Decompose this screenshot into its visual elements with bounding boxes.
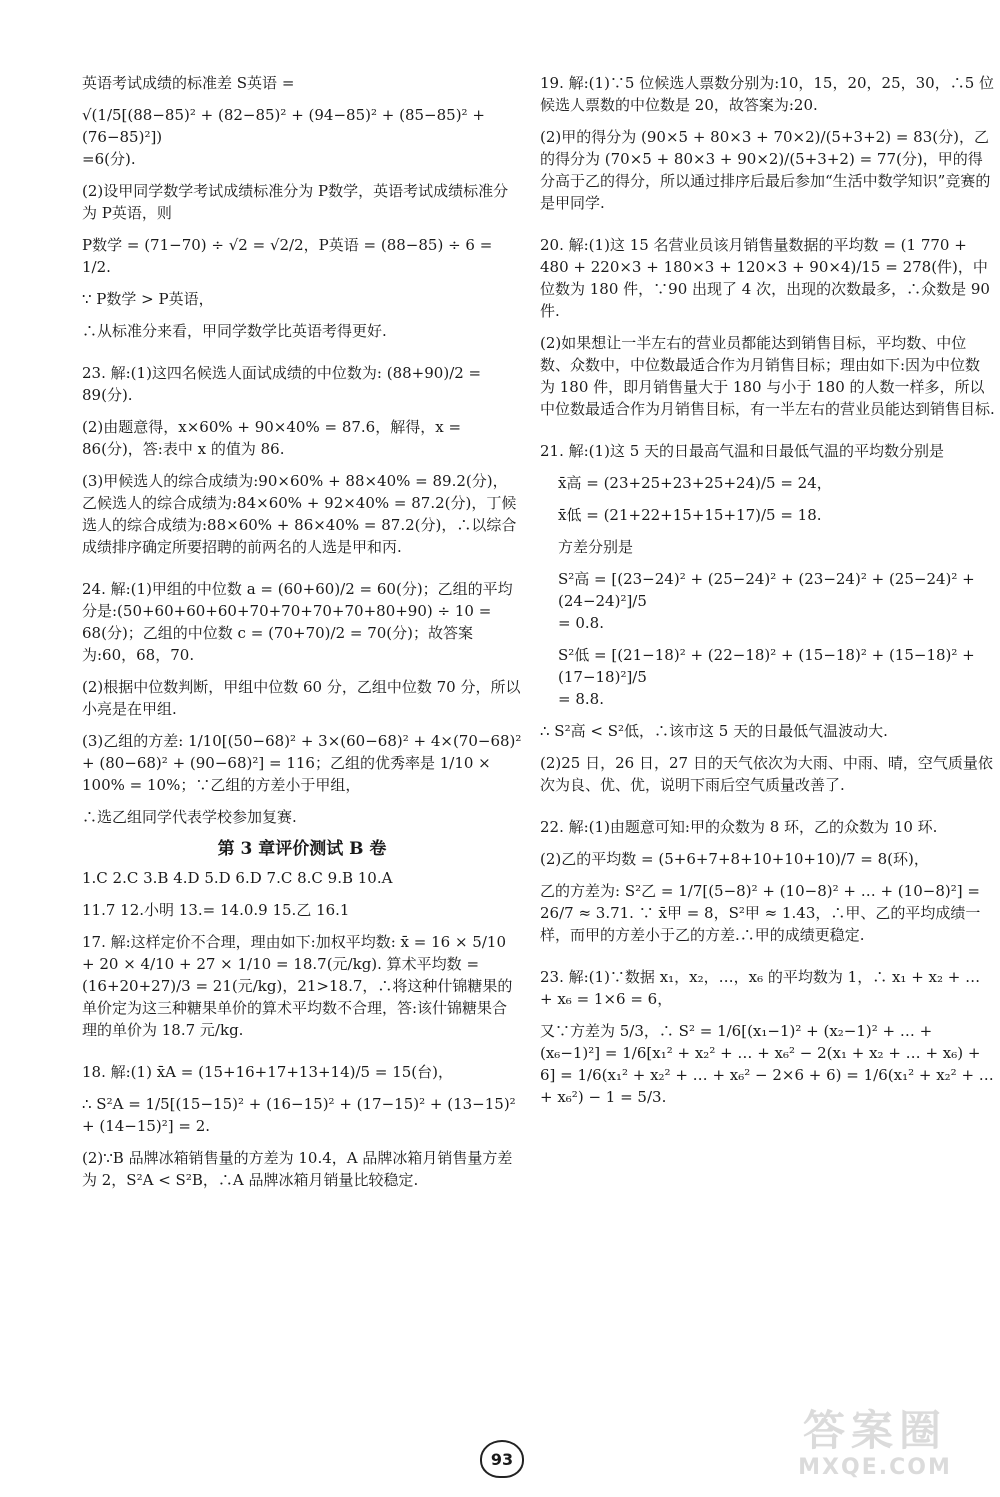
text-line: = 0.8. xyxy=(558,614,604,632)
answer-20: 20. 解:(1)这 15 名营业员该月销售量数据的平均数 = (1 770 + 480 + 220×3 + 180×3 + 120×3 + 90×4)/15 = 278(件)，中位数为 180 件，∵90 出现了 4 次，出现的次数最多，∴众数是 90 件. xyxy=(540,236,990,320)
text-line: ∴从标准分来看，甲同学数学比英语考得更好. xyxy=(82,322,387,340)
answer-23-b: 23. 解:(1)∵数据 x₁，x₂，…，x₆ 的平均数为 1，∴ x₁ + x₂ + … + x₆ = 1×6 = 6， xyxy=(540,968,981,1008)
answer-19: 19. 解:(1)∵5 位候选人票数分别为:10，15，20，25，30，∴5 位候选人票数的中位数是 20，故答案为:20. xyxy=(540,74,995,114)
answer-22: 22. 解:(1)由题意可知:甲的众数为 8 环，乙的众数为 10 环. xyxy=(540,818,938,836)
text-line: 英语考试成绩的标准差 S英语 = xyxy=(82,74,295,92)
text-line: ∴选乙组同学代表学校参加复赛. xyxy=(82,808,297,826)
formula-line: x̄高 = (23+25+23+25+24)/5 = 24， xyxy=(558,474,832,492)
left-column xyxy=(82,72,522,1191)
formula-line: 又∵方差为 5/3，∴ S² = 1/6[(x₁−1)² + (x₂−1)² + … + (x₆−1)²] = 1/6[x₁² + x₂² + … + x₆² − 2(x₁ + x₂ + … + x₆) + 6] = 1/6(x₁² + x₂² + … + x₆² − 2×6 + 6) = 1/6(x₁² + x₂² + … + x₆²) − 1 = 5/3. xyxy=(540,1022,994,1106)
text-line: (3)甲候选人的综合成绩为:90×60% + 88×40% = 89.2(分)，乙候选人的综合成绩为:84×60% + 92×40% = 87.2(分)，丁候选人的综合成绩为:88×60% + 86×40% = 87.2(分)，∴以综合成绩排序确定所要招聘的前两名的人选是甲和丙. xyxy=(82,472,517,556)
text-line: ∵ P数学 > P英语， xyxy=(82,290,214,308)
formula-line: S²高 = [(23−24)² + (25−24)² + (23−24)² + (25−24)² + (24−24)²]/5 xyxy=(558,570,975,610)
section-title: 第 3 章评价测试 B 卷 xyxy=(217,839,387,859)
page-number: 93 xyxy=(480,1440,524,1478)
text-line: 方差分别是 xyxy=(558,538,634,556)
watermark-logo-text: 答案圈 xyxy=(802,1406,947,1455)
formula-line: x̄低 = (21+22+15+15+17)/5 = 18. xyxy=(558,506,822,524)
text-line: (2)25 日，26 日，27 日的天气依次为大雨、中雨、晴，空气质量依次为良、优、优，说明下雨后空气质量改善了. xyxy=(540,754,993,794)
right-column xyxy=(540,72,995,1108)
formula-line: P数学 = (71−70) ÷ √2 = √2/2，P英语 = (88−85) ÷ 6 = 1/2. xyxy=(82,236,493,276)
watermark-logo xyxy=(760,1407,990,1487)
text-line: (2)∵B 品牌冰箱销售量的方差为 10.4，A 品牌冰箱月销售量方差为 2，S²A < S²B，∴A 品牌冰箱月销量比较稳定. xyxy=(82,1149,513,1189)
text-line: ∴ S²高 < S²低，∴该市这 5 天的日最低气温波动大. xyxy=(540,722,888,740)
answer-17: 17. 解:这样定价不合理，理由如下:加权平均数: x̄ = 16 × 5/10 + 20 × 4/10 + 27 × 1/10 = 18.7(元/kg). 算术平均数 = (16+20+27)/3 = 21(元/kg)，21>18.7，∴将这种什锦糖果的单价定为这三种糖果单价的算术平均数不合理，答:该什锦糖果合理的单价为 18.7 元/kg. xyxy=(82,933,513,1039)
formula-line: √(1/5[(88−85)² + (82−85)² + (94−85)² + (85−85)² + (76−85)²]) xyxy=(82,106,485,146)
formula-line: (2)乙的平均数 = (5+6+7+8+10+10+10)/7 = 8(环)， xyxy=(540,850,929,868)
text-line: (2)根据中位数判断，甲组中位数 60 分，乙组中位数 70 分，所以小亮是在甲组. xyxy=(82,678,521,718)
text-line: (2)由题意得，x×60% + 90×40% = 87.6，解得，x = 86(分)，答:表中 x 的值为 86. xyxy=(82,418,462,458)
text-line: (2)甲的得分为 (90×5 + 80×3 + 70×2)/(5+3+2) = 83(分)，乙的得分为 (70×5 + 80×3 + 90×2)/(5+3+2) = 77(分)，甲的得分高于乙的得分，所以通过排序后最后参加“生活中数学知识”竞赛的是甲同学. xyxy=(540,128,991,212)
watermark-url: MXQE.COM xyxy=(798,1455,952,1480)
answer-21: 21. 解:(1)这 5 天的日最高气温和日最低气温的平均数分别是 xyxy=(540,442,945,460)
answer-key-row: 1.C 2.C 3.B 4.D 5.D 6.D 7.C 8.C 9.B 10.A xyxy=(82,869,393,887)
text-line: 乙的方差为: S²乙 = 1/7[(5−8)² + (10−8)² + … + (10−8)²] = 26/7 ≈ 3.71. ∵ x̄甲 = 8，S²甲 ≈ 1.43，∴甲、乙的平均成绩一样，而甲的方差小于乙的方差.∴甲的成绩更稳定. xyxy=(540,882,981,944)
answer-23: 23. 解:(1)这四名候选人面试成绩的中位数为: (88+90)/2 = 89(分). xyxy=(82,364,482,404)
text-line: (2)如果想让一半左右的营业员都能达到销售目标，平均数、中位数、众数中，中位数最适合作为月销售目标；理由如下:因为中位数为 180 件，即月销售量大于 180 与小于 180 的人数一样多，所以中位数最适合作为月销售目标，有一半左右的营业员能达到销售目标. xyxy=(540,334,995,418)
text-line: (2)设甲同学数学考试成绩标准分为 P数学，英语考试成绩标准分为 P英语，则 xyxy=(82,182,509,222)
text-line: = 8.8. xyxy=(558,690,604,708)
formula-line: ∴ S²A = 1/5[(15−15)² + (16−15)² + (17−15)² + (13−15)² + (14−15)²] = 2. xyxy=(82,1095,516,1135)
answer-key-row: 11.7 12.小明 13.= 14.0.9 15.乙 16.1 xyxy=(82,901,350,919)
text-line: (3)乙组的方差: 1/10[(50−68)² + 3×(60−68)² + 4×(70−68)² + (80−68)² + (90−68)²] = 116；乙组的优秀率是 1/10 × 100% = 10%；∵乙组的方差小于甲组， xyxy=(82,732,522,794)
answer-18: 18. 解:(1) x̄A = (15+16+17+13+14)/5 = 15(台)， xyxy=(82,1063,453,1081)
answer-24: 24. 解:(1)甲组的中位数 a = (60+60)/2 = 60(分)；乙组的平均分是:(50+60+60+60+70+70+70+70+80+90) ÷ 10 = 68(分)；乙组的中位数 c = (70+70)/2 = 70(分)；故答案为:60，68，70. xyxy=(82,580,513,664)
text-line: =6(分). xyxy=(82,150,136,168)
formula-line: S²低 = [(21−18)² + (22−18)² + (15−18)² + (15−18)² + (17−18)²]/5 xyxy=(558,646,975,686)
